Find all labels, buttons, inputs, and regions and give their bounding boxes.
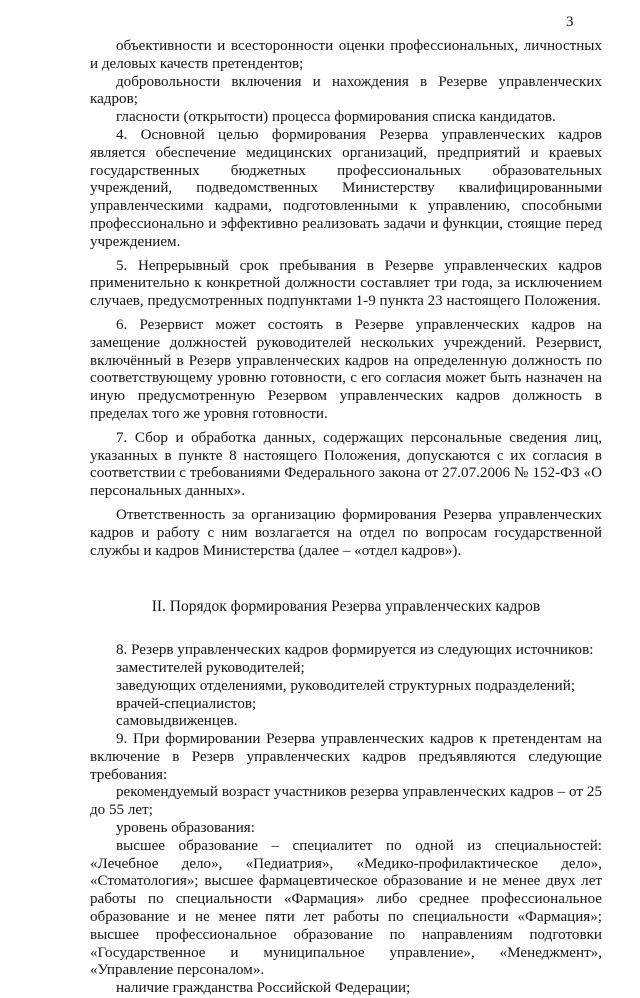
section-heading: II. Порядок формирования Резерва управленческих кадров bbox=[151, 598, 541, 616]
paragraph-item-4: 4. Основной целью формирования Резерва управленческих кадров является обеспечение медицинских организаций, предприятий и краевых государственных бюджетных профессиональных образовательных учреждений, подведомственных Министерству квалифицированными управленческими кадрами, подготовленными к управлению, способными профессионально и эффективно реализовать задачи и функции, стоящие перед учреждением. bbox=[90, 126, 602, 250]
page-number: 3 bbox=[566, 14, 574, 30]
requirement-citizenship: наличие гражданства Российской Федерации; bbox=[116, 980, 411, 997]
paragraph-item-8: 8. Резерв управленческих кадров формируется из следующих источников: bbox=[116, 642, 594, 659]
list-item: врачей-специалистов; bbox=[116, 695, 257, 712]
list-item: заместителей руководителей; bbox=[116, 659, 305, 676]
paragraph-item-7: 7. Сбор и обработка данных, содержащих персональные сведения лиц, указанных в пункте 8 настоящего Положения, допускаются с их согласия в соответствии с требованиями Федерального закона от 27.07.2006 № 152-ФЗ «О персональных данных». bbox=[90, 429, 602, 500]
paragraph-item-9: 9. При формировании Резерва управленческих кадров к претендентам на включение в Резерв управленческих кадров предъявляются следующие требования: bbox=[90, 731, 602, 783]
document-body bbox=[90, 38, 602, 998]
paragraph: гласности (открытости) процесса формирования списка кандидатов. bbox=[116, 109, 556, 126]
requirement-age: рекомендуемый возраст участников резерва управленческих кадров – от 25 до 55 лет; bbox=[90, 784, 602, 819]
requirement-education: высшее образование – специалитет по одной из специальностей: «Лечебное дело», «Педиатрия», «Медико-профилактическое дело», «Стоматология»; высшее фармацевтическое образование и не менее двух лет работы по специальности «Фармация» либо среднее профессиональное образование и не менее пяти лет работы по специальности «Фармация»; высшее профессиональное образование по направлениям подготовки «Государственное и муниципальное управление», «Менеджмент», «Управление персоналом». bbox=[90, 837, 602, 979]
requirement-education-label: уровень образования: bbox=[116, 820, 255, 837]
paragraph: объективности и всесторонности оценки профессиональных, личностных и деловых качеств претендентов; bbox=[90, 38, 602, 72]
paragraph-item-6: 6. Резервист может состоять в Резерве управленческих кадров на замещение должностей руководителей нескольких учреждений. Резервист, включённый в Резерв управленческих кадров на определенную должность по соответствующему уровню готовности, с его согласия может быть назначен на иную предусмотренную Резервом управленческих кадров должность в пределах того же уровня готовности. bbox=[90, 316, 602, 422]
paragraph-responsibility: Ответственность за организацию формирования Резерва управленческих кадров и работу с ним возлагается на отдел по вопросам государственной службы и кадров Министерства (далее – «отдел кадров»). bbox=[90, 506, 602, 559]
list-item: заведующих отделениями, руководителей структурных подразделений; bbox=[116, 677, 576, 694]
list-item: самовыдвиженцев. bbox=[116, 713, 238, 730]
paragraph: добровольности включения и нахождения в Резерве управленческих кадров; bbox=[90, 73, 602, 108]
paragraph-item-5: 5. Непрерывный срок пребывания в Резерве управленческих кадров применительно к конкретной должности составляет три года, за исключением случаев, предусмотренных подпунктами 1-9 пункта 23 настоящего Положения. bbox=[90, 257, 602, 310]
